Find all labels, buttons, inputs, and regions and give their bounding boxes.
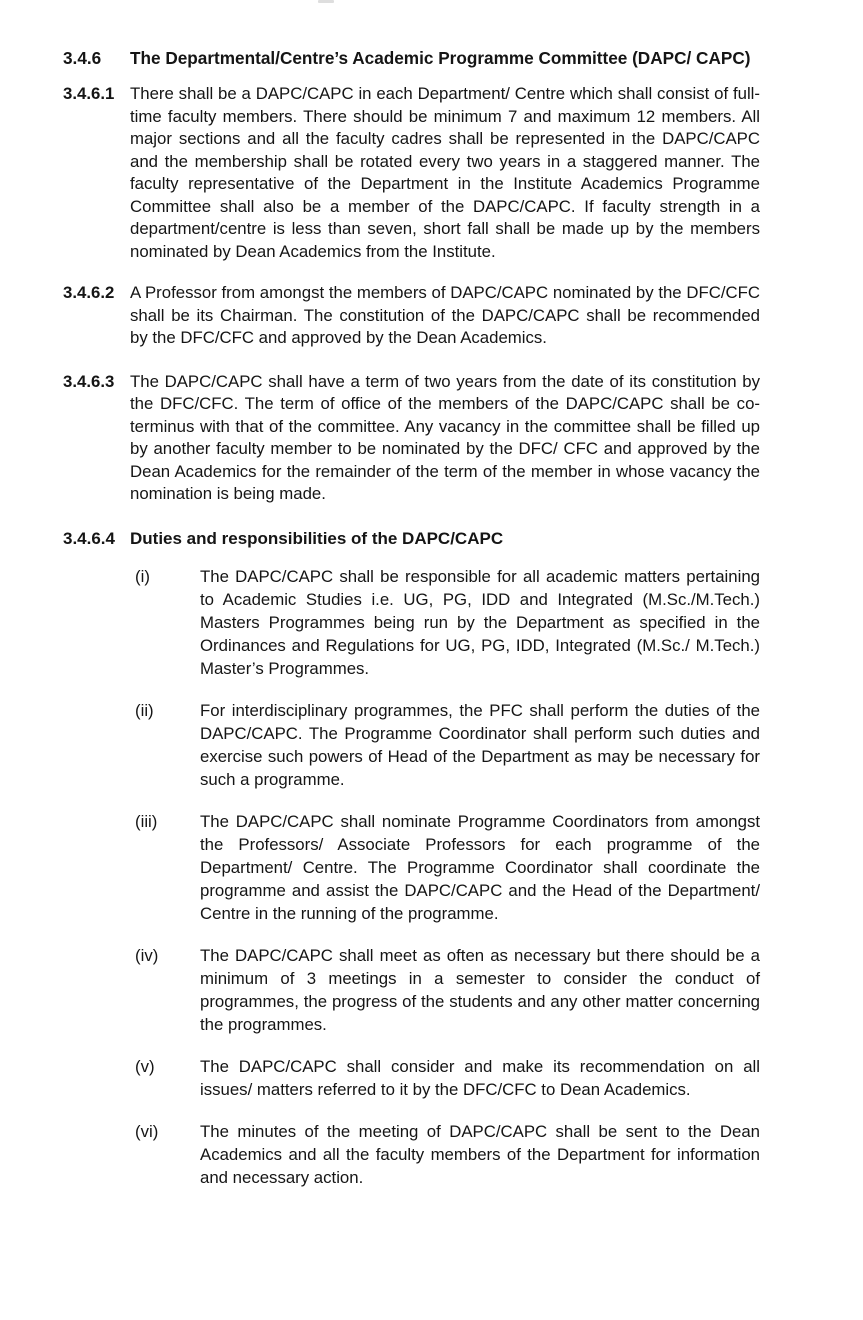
clause-number: 3.4.6.1 (63, 84, 115, 103)
duty-text: The DAPC/CAPC shall be responsible for all academic matters pertaining to Academic Studies i.e. UG, PG, IDD and Integrated (M.Sc./M.Tech.) Masters Programmes being run by the Department as specified in the Ordinances and Regulations for UG, PG, IDD, Integrated (M.Sc./ M.Tech.) Master’s Programmes. (200, 566, 760, 678)
duty-text: The DAPC/CAPC shall consider and make its recommendation on all issues/ matters referred to it by the DFC/CFC to Dean Academics. (200, 1056, 760, 1099)
duty-item-vi (135, 1120, 760, 1189)
duty-text: The DAPC/CAPC shall nominate Programme Coordinators from amongst the Professors/ Associate Professors for each programme of the Department/ Centre. The Programme Coordinator shall coordinate the programme and assist the DAPC/CAPC and the Head of the Department/ Centre in the running of the programme. (200, 811, 760, 923)
section-title: The Departmental/Centre’s Academic Programme Committee (DAPC/ CAPC) (130, 48, 751, 68)
clause-3-4-6-2 (63, 282, 760, 350)
clause-text: The DAPC/CAPC shall have a term of two years from the date of its constitution by the DFC/CFC. The term of office of the members of the DAPC/CAPC shall be co-terminus with that of the committee. Any vacancy in the committee shall be filled up by another faculty member to be nominated by the DFC/ CFC and approved by the Dean Academics for the remainder of the term of the member in whose vacancy the nomination is being made. (130, 371, 760, 503)
clause-number: 3.4.6.2 (63, 283, 115, 302)
duty-item-v (135, 1055, 760, 1101)
clause-text: A Professor from amongst the members of DAPC/CAPC nominated by the DFC/CFC shall be its Chairman. The constitution of the DAPC/CAPC shall be recommended by the DFC/CFC and approved by the Dean Academics. (130, 283, 760, 347)
section-number: 3.4.6 (63, 48, 102, 68)
clause-number: 3.4.6.3 (63, 371, 115, 391)
duty-item-ii (135, 699, 760, 791)
scan-edge-artifact (318, 0, 334, 3)
duty-marker: (vi) (135, 1121, 159, 1141)
section-heading-3-4-6 (63, 46, 760, 71)
duty-marker: (v) (135, 1056, 155, 1076)
duty-marker: (iv) (135, 945, 159, 965)
duty-item-iii (135, 810, 760, 925)
duty-text: The minutes of the meeting of DAPC/CAPC shall be sent to the Dean Academics and all the faculty members of the Department for information and necessary action. (200, 1121, 760, 1187)
duty-text: For interdisciplinary programmes, the PFC shall perform the duties of the DAPC/CAPC. The Programme Coordinator shall perform such duties and exercise such powers of Head of the Department as may be necessary for such a programme. (200, 700, 760, 789)
duty-marker: (ii) (135, 700, 154, 720)
duty-marker: (iii) (135, 811, 158, 831)
clause-text: There shall be a DAPC/CAPC in each Department/ Centre which shall consist of full-time faculty members. There should be minimum 7 and maximum 12 members. All major sections and all the faculty cadres shall be represented in the DAPC/CAPC and the membership shall be rotated every two years in a staggered manner. The faculty representative of the Department in the Institute Academics Programme Committee shall also be a member of the DAPC/CAPC. If faculty strength in a department/centre is less than seven, short fall shall be made up by the members nominated by Dean Academics from the Institute. (130, 84, 760, 261)
clause-number: 3.4.6.4 (63, 528, 115, 548)
clause-3-4-6-4-heading (63, 526, 760, 551)
clause-3-4-6-1 (63, 83, 760, 263)
clause-3-4-6-3 (63, 371, 760, 506)
duties-title: Duties and responsibilities of the DAPC/CAPC (130, 528, 504, 548)
duty-text: The DAPC/CAPC shall meet as often as necessary but there should be a minimum of 3 meetings in a semester to consider the conduct of programmes, the progress of the students and any other matter concerning the programmes. (200, 945, 760, 1034)
duty-item-i (135, 565, 760, 680)
duty-item-iv (135, 944, 760, 1036)
duties-list (63, 565, 760, 1189)
duty-marker: (i) (135, 566, 150, 586)
